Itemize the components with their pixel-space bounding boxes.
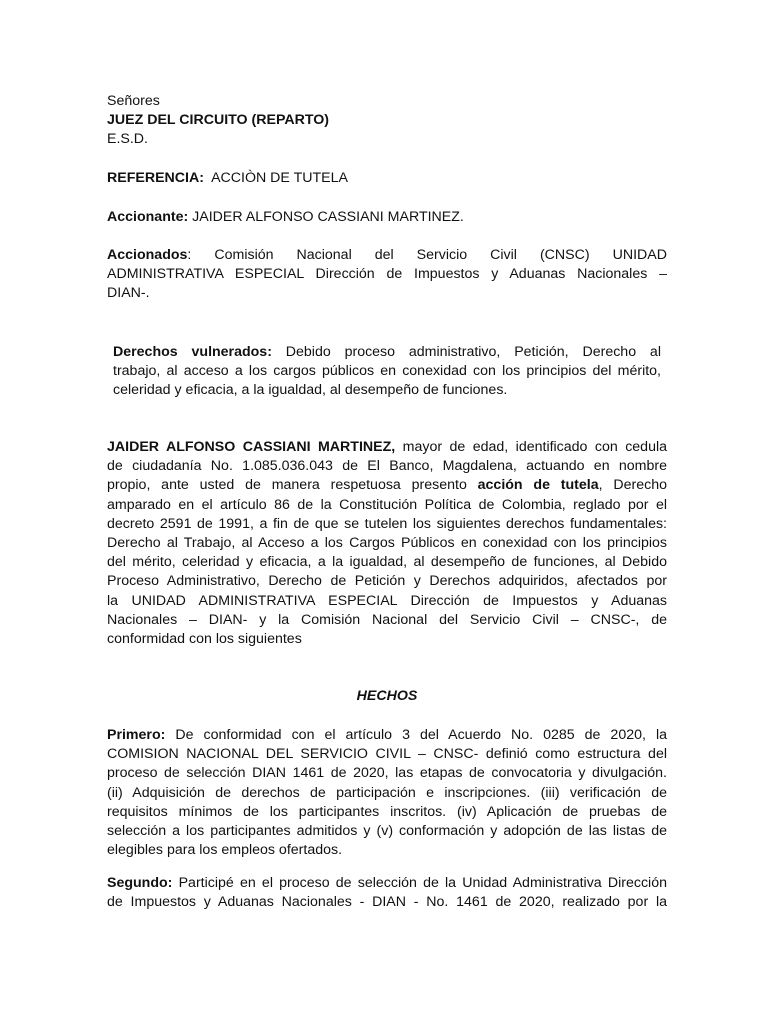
primero-line-3: proceso de selección DIAN 1461 de 2020, las etapas de convocatoria y divulgación. bbox=[107, 765, 667, 782]
intro-paragraph bbox=[107, 438, 667, 649]
primero-line-7: elegibles para los empleos ofertados. bbox=[107, 842, 343, 859]
accionados-block bbox=[107, 246, 667, 304]
salutation: Señores bbox=[107, 93, 160, 109]
accionante-value: JAIDER ALFONSO CASSIANI MARTINEZ. bbox=[192, 209, 464, 225]
accionante-line bbox=[107, 208, 667, 227]
referencia-label: REFERENCIA: bbox=[107, 170, 204, 186]
primero-line-4: (ii) Adquisición de derechos de participación e inscripciones. (iii) verificación de bbox=[107, 784, 667, 801]
primero-line-1: Primero: De conformidad con el artículo 3 del Acuerdo No. 0285 de 2020, la bbox=[107, 727, 667, 743]
addressee-court: JUEZ DEL CIRCUITO (REPARTO) bbox=[107, 112, 330, 129]
referencia-line bbox=[107, 169, 667, 188]
accionados-line-3: DIAN-. bbox=[107, 285, 150, 302]
intro-line-4: amparado en el artículo 86 de la Constitución Política de Colombia, reglado por el bbox=[107, 496, 667, 513]
derechos-line-1: Derechos vulnerados: Debido proceso administrativo, Petición, Derecho al bbox=[113, 344, 661, 360]
primero-line-2: COMISION NACIONAL DEL SERVICIO CIVIL – CNSC- definió como estructura del bbox=[107, 746, 667, 763]
primero-line-6: selección a los participantes admitidos y (v) conformación y adopción de las listas de bbox=[107, 823, 667, 840]
addressee-block bbox=[107, 92, 667, 150]
derechos-line-2: trabajo, al acceso a los cargos públicos en conexidad con los principios del mérito, bbox=[113, 363, 661, 380]
hechos-heading: HECHOS bbox=[356, 688, 418, 704]
derechos-block bbox=[113, 343, 661, 401]
segundo-line-1: Segundo: Participé en el proceso de selección de la Unidad Administrativa Dirección bbox=[107, 875, 667, 891]
intro-line-3: propio, ante usted de manera respetuosa presento acción de tutela, Derecho bbox=[107, 477, 667, 494]
intro-line-7: del mérito, celeridad y eficacia, a la igualdad, al desempeño de funciones, al Debido bbox=[107, 554, 667, 571]
intro-line-11: conformidad con los siguientes bbox=[107, 631, 302, 648]
accionados-line-1: Accionados: Comisión Nacional del Servicio Civil (CNSC) UNIDAD bbox=[107, 247, 667, 263]
derechos-line-3: celeridad y eficacia, a la igualdad, al desempeño de funciones. bbox=[113, 382, 508, 399]
segundo-paragraph bbox=[107, 874, 667, 912]
primero-line-5: requisitos mínimos de los participantes inscritos. (iv) Aplicación de pruebas de bbox=[107, 803, 667, 820]
intro-line-6: Derecho al Trabajo, al Acceso a los Cargos Públicos en conexidad con los principios bbox=[107, 535, 667, 552]
intro-line-5: decreto 2591 de 1991, a fin de que se tutelen los siguientes derechos fundamentales: bbox=[107, 515, 667, 532]
segundo-line-2: de Impuestos y Aduanas Nacionales - DIAN - No. 1461 de 2020, realizado por la bbox=[107, 894, 667, 911]
intro-line-8: Proceso Administrativo, Derecho de Petición y Derechos adquiridos, afectados por bbox=[107, 573, 667, 590]
addressee-esd: E.S.D. bbox=[107, 131, 148, 148]
primero-paragraph bbox=[107, 726, 667, 860]
intro-line-9: la UNIDAD ADMINISTRATIVA ESPECIAL Dirección de Impuestos y Aduanas bbox=[107, 592, 667, 609]
accionados-line-2: ADMINISTRATIVA ESPECIAL Dirección de Impuestos y Aduanas Nacionales – bbox=[107, 266, 667, 283]
referencia-value: ACCIÒN DE TUTELA bbox=[211, 170, 348, 186]
intro-line-2: de ciudadanía No. 1.085.036.043 de El Banco, Magdalena, actuando en nombre bbox=[107, 458, 667, 475]
intro-line-10: Nacionales – DIAN- y la Comisión Nacional del Servicio Civil – CNSC-, de bbox=[107, 611, 667, 628]
intro-line-1: JAIDER ALFONSO CASSIANI MARTINEZ, mayor de edad, identificado con cedula bbox=[107, 439, 668, 455]
accionante-label: Accionante: bbox=[107, 209, 189, 225]
